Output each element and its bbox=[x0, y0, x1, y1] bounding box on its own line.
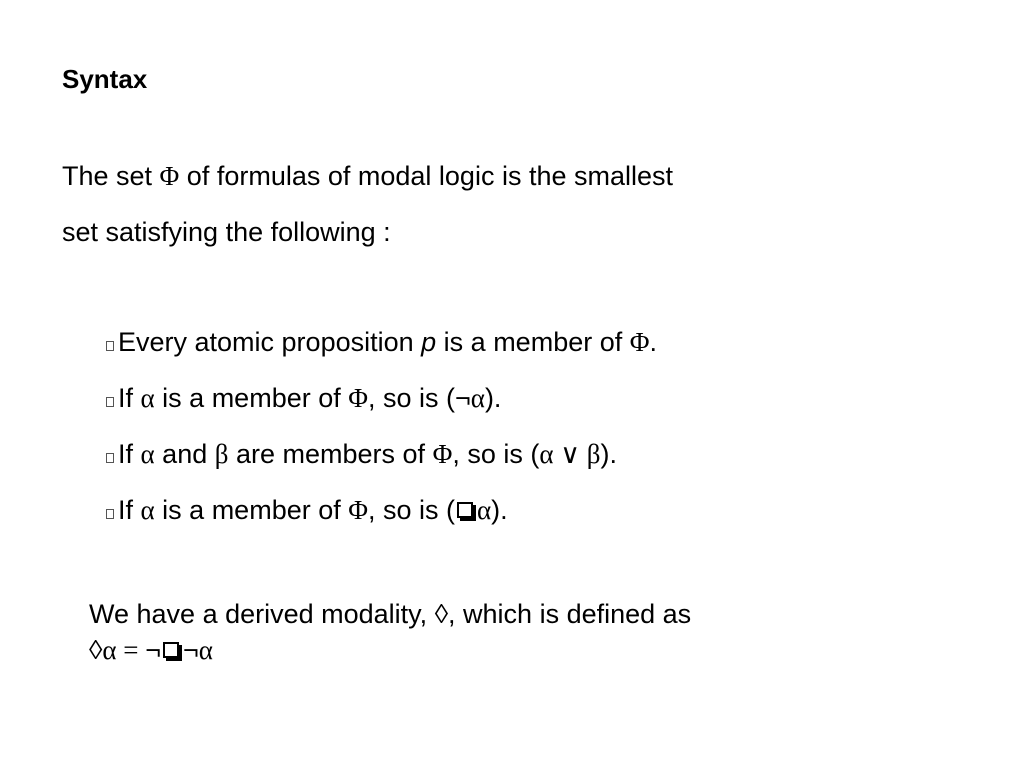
variable-p: p bbox=[421, 327, 437, 357]
beta-symbol: β bbox=[586, 439, 601, 469]
rule-text: . bbox=[649, 327, 657, 357]
rule-text: If bbox=[118, 383, 141, 413]
intro-line-2: set satisfying the following : bbox=[62, 217, 391, 247]
rule-disjunction bbox=[106, 426, 657, 482]
intro-line-1 bbox=[62, 148, 673, 204]
alpha-symbol: α bbox=[198, 635, 213, 665]
or-symbol: ∨ bbox=[553, 439, 587, 469]
intro-text: of formulas of modal logic is the smallest bbox=[179, 161, 673, 191]
negation-symbol: ¬ bbox=[183, 635, 199, 665]
phi-symbol: Φ bbox=[348, 383, 368, 413]
rule-atomic bbox=[106, 314, 657, 370]
phi-symbol: Φ bbox=[629, 327, 650, 357]
rule-text: Every atomic proposition bbox=[118, 327, 422, 357]
rule-text: ). bbox=[491, 495, 508, 525]
derived-text: We have a derived modality, bbox=[89, 599, 435, 629]
slide-title: Syntax bbox=[62, 64, 148, 94]
phi-symbol: Φ bbox=[348, 495, 368, 525]
rule-text: is a member of bbox=[436, 327, 630, 357]
alpha-symbol: α bbox=[539, 439, 554, 469]
rule-text: , so is ( bbox=[367, 383, 455, 413]
rule-text: and bbox=[154, 439, 215, 469]
bullet-box-icon bbox=[106, 397, 114, 407]
bullet-box-icon bbox=[106, 341, 114, 351]
intro-paragraph bbox=[62, 148, 673, 260]
rule-text: If bbox=[118, 439, 141, 469]
rule-text: If bbox=[118, 495, 141, 525]
derived-text: , which is defined as bbox=[448, 599, 692, 629]
negation-symbol: ¬ bbox=[145, 635, 162, 665]
derived-line-1 bbox=[89, 596, 691, 632]
alpha-symbol: α bbox=[470, 383, 485, 413]
box-operator-icon bbox=[457, 502, 473, 518]
phi-symbol: Φ bbox=[159, 161, 180, 191]
bullet-box-icon bbox=[106, 453, 114, 463]
phi-symbol: Φ bbox=[432, 439, 453, 469]
equals-symbol: = bbox=[116, 635, 146, 665]
diamond-symbol: ◊ bbox=[434, 599, 449, 629]
rule-text: ). bbox=[600, 439, 617, 469]
alpha-symbol: α bbox=[140, 439, 155, 469]
rule-box-modality bbox=[106, 482, 657, 538]
box-operator-icon bbox=[163, 642, 179, 658]
alpha-symbol: α bbox=[140, 383, 155, 413]
intro-text: The set bbox=[62, 161, 160, 191]
alpha-symbol: α bbox=[477, 495, 492, 525]
rule-text: is a member of bbox=[154, 383, 349, 413]
alpha-symbol: α bbox=[102, 635, 117, 665]
rule-text: , so is ( bbox=[367, 495, 455, 525]
negation-symbol: ¬ bbox=[455, 383, 471, 413]
rule-text: are members of bbox=[228, 439, 433, 469]
rule-negation bbox=[106, 370, 657, 426]
diamond-symbol: ◊ bbox=[89, 635, 103, 665]
bullet-box-icon bbox=[106, 509, 114, 519]
derived-definition bbox=[89, 632, 691, 668]
alpha-symbol: α bbox=[140, 495, 155, 525]
rule-text: , so is ( bbox=[452, 439, 540, 469]
formation-rules-list bbox=[106, 314, 657, 538]
rule-text: ). bbox=[484, 383, 502, 413]
beta-symbol: β bbox=[214, 439, 229, 469]
rule-text: is a member of bbox=[154, 495, 349, 525]
derived-modality-paragraph bbox=[89, 596, 691, 668]
